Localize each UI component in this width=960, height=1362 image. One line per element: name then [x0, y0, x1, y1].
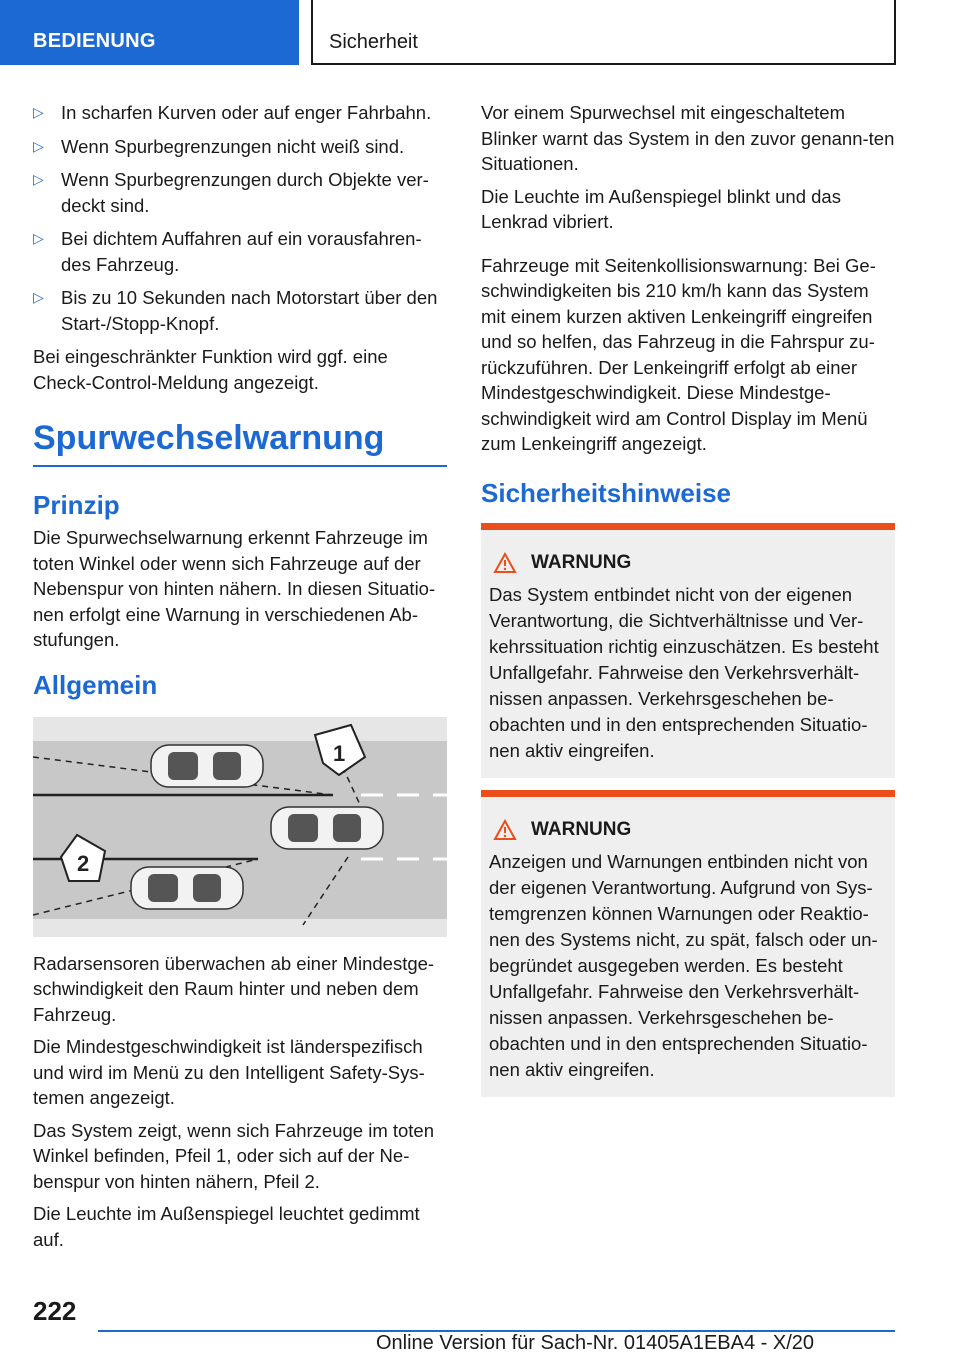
condition-list	[33, 100, 447, 336]
page-number: 222	[33, 1296, 77, 1326]
warning-box	[481, 523, 895, 778]
right-column	[481, 100, 895, 1109]
warning-triangle-icon	[493, 552, 517, 574]
triangle-bullet-icon: ▷	[33, 137, 44, 154]
footer-version-text: Online Version für Sach-Nr. 01405A1EBA4 - X/20	[375, 1332, 815, 1354]
car-top	[151, 745, 263, 787]
paragraph: Die Leuchte im Außenspiegel blinkt und das Lenkrad vibriert.	[481, 185, 841, 232]
triangle-bullet-icon: ▷	[33, 104, 44, 120]
heading-allgemein: Allgemein	[33, 669, 158, 700]
warning-box	[481, 790, 895, 1097]
car-middle	[271, 807, 383, 849]
section-tab	[0, 0, 299, 65]
heading-sicherheitshinweise: Sicherheitshinweise	[481, 477, 731, 508]
triangle-bullet-icon: ▷	[33, 289, 44, 305]
paragraph: Die Leuchte im Außenspiegel leuchtet gedimmt auf.	[33, 1203, 420, 1250]
list-item: ▷ In scharfen Kurven oder auf enger Fahrbahn.	[33, 100, 447, 126]
check-control-note: Bei eingeschränkter Funktion wird ggf. eine Check-Control-Meldung angezeigt.	[33, 346, 388, 393]
paragraph: Das System zeigt, wenn sich Fahrzeuge im toten Winkel befinden, Pfeil 1, oder sich auf der Ne-benspur von hinten nähern, Pfeil 2.	[33, 1119, 435, 1192]
warning-triangle-icon	[493, 819, 517, 841]
paragraph: Vor einem Spurwechsel mit eingeschaltetem Blinker warnt das System in den zuvor genann-ten Situationen.	[481, 102, 895, 174]
page-title: Spurwechselwarnung	[33, 417, 447, 467]
section-label: BEDIENUNG	[33, 30, 156, 52]
left-column	[33, 100, 447, 1259]
car-bottom	[131, 867, 243, 909]
list-item: ▷ Bis zu 10 Sekunden nach Motorstart über den Start-/Stopp-Knopf.	[33, 287, 438, 334]
warning-title: WARNUNG	[531, 818, 632, 840]
svg-text:1: 1	[333, 740, 346, 766]
svg-text:2: 2	[77, 850, 90, 876]
list-item: ▷ Wenn Spurbegrenzungen durch Objekte ver-deckt sind.	[33, 169, 429, 216]
list-item: ▷ Bei dichtem Auffahren auf ein vorausfahren-des Fahrzeug.	[33, 228, 422, 275]
heading-prinzip: Prinzip	[33, 490, 120, 520]
chapter-tab	[311, 0, 896, 65]
paragraph: Fahrzeuge mit Seitenkollisionswarnung: Bei Ge-schwindigkeiten bis 210 km/h kann das System mit einem kurzen aktiven Lenkeingriff eingreifen und so helfen, das Fahrzeug in die Fahrspur zu-rückzuführen. Der Lenkeingriff erfolgt ab einer Mindestgeschwindigkeit. Diese Mindestge-schwindigkeit wird am Control Display im Menü zum Lenkeingriff angezeigt.	[481, 254, 876, 454]
chapter-label: Sicherheit	[329, 31, 418, 53]
paragraph: Die Mindestgeschwindigkeit ist länderspezifisch und wird im Menü zu den Intelligent Safety-Sys-temen angezeigt.	[33, 1036, 425, 1108]
warning-text: Anzeigen und Warnungen entbinden nicht von der eigenen Verantwortung. Aufgrund von Sys-temgrenzen können Warnungen oder Reaktio-nen des Systems nicht, zu spät, falsch oder un-begründet ausgegeben werden. Es besteht Unfallgefahr. Fahrweise den Verkehrsverhält-nissen anpassen. Verkehrsgeschehen be-obachten und in den entsprechenden Situatio-nen aktiv eingreifen.	[489, 850, 878, 1080]
prinzip-text: Die Spurwechselwarnung erkennt Fahrzeuge im toten Winkel oder wenn sich Fahrzeuge auf der Nebenspur von hinten nähern. In diesen Situatio-nen erfolgt eine Warnung in verschiedenen Ab-stufungen.	[33, 527, 436, 650]
lane-change-illustration	[33, 717, 447, 937]
paragraph: Radarsensoren überwachen ab einer Mindestge-schwindigkeit den Raum hinter und neben dem Fahrzeug.	[33, 952, 435, 1025]
triangle-bullet-icon: ▷	[33, 171, 44, 187]
list-item: ▷ Wenn Spurbegrenzungen nicht weiß sind.	[33, 134, 447, 160]
warning-title: WARNUNG	[531, 551, 632, 573]
warning-text: Das System entbindet nicht von der eigenen Verantwortung, die Sichtverhältnisse und Ver-kehrssituation richtig einzuschätzen. Es besteht Unfallgefahr. Fahrweise den Verkehrsverhält-nissen anpassen. Verkehrsgeschehen be-obachten und in den entsprechenden Situatio-nen aktiv eingreifen.	[489, 583, 879, 761]
triangle-bullet-icon: ▷	[33, 230, 44, 246]
